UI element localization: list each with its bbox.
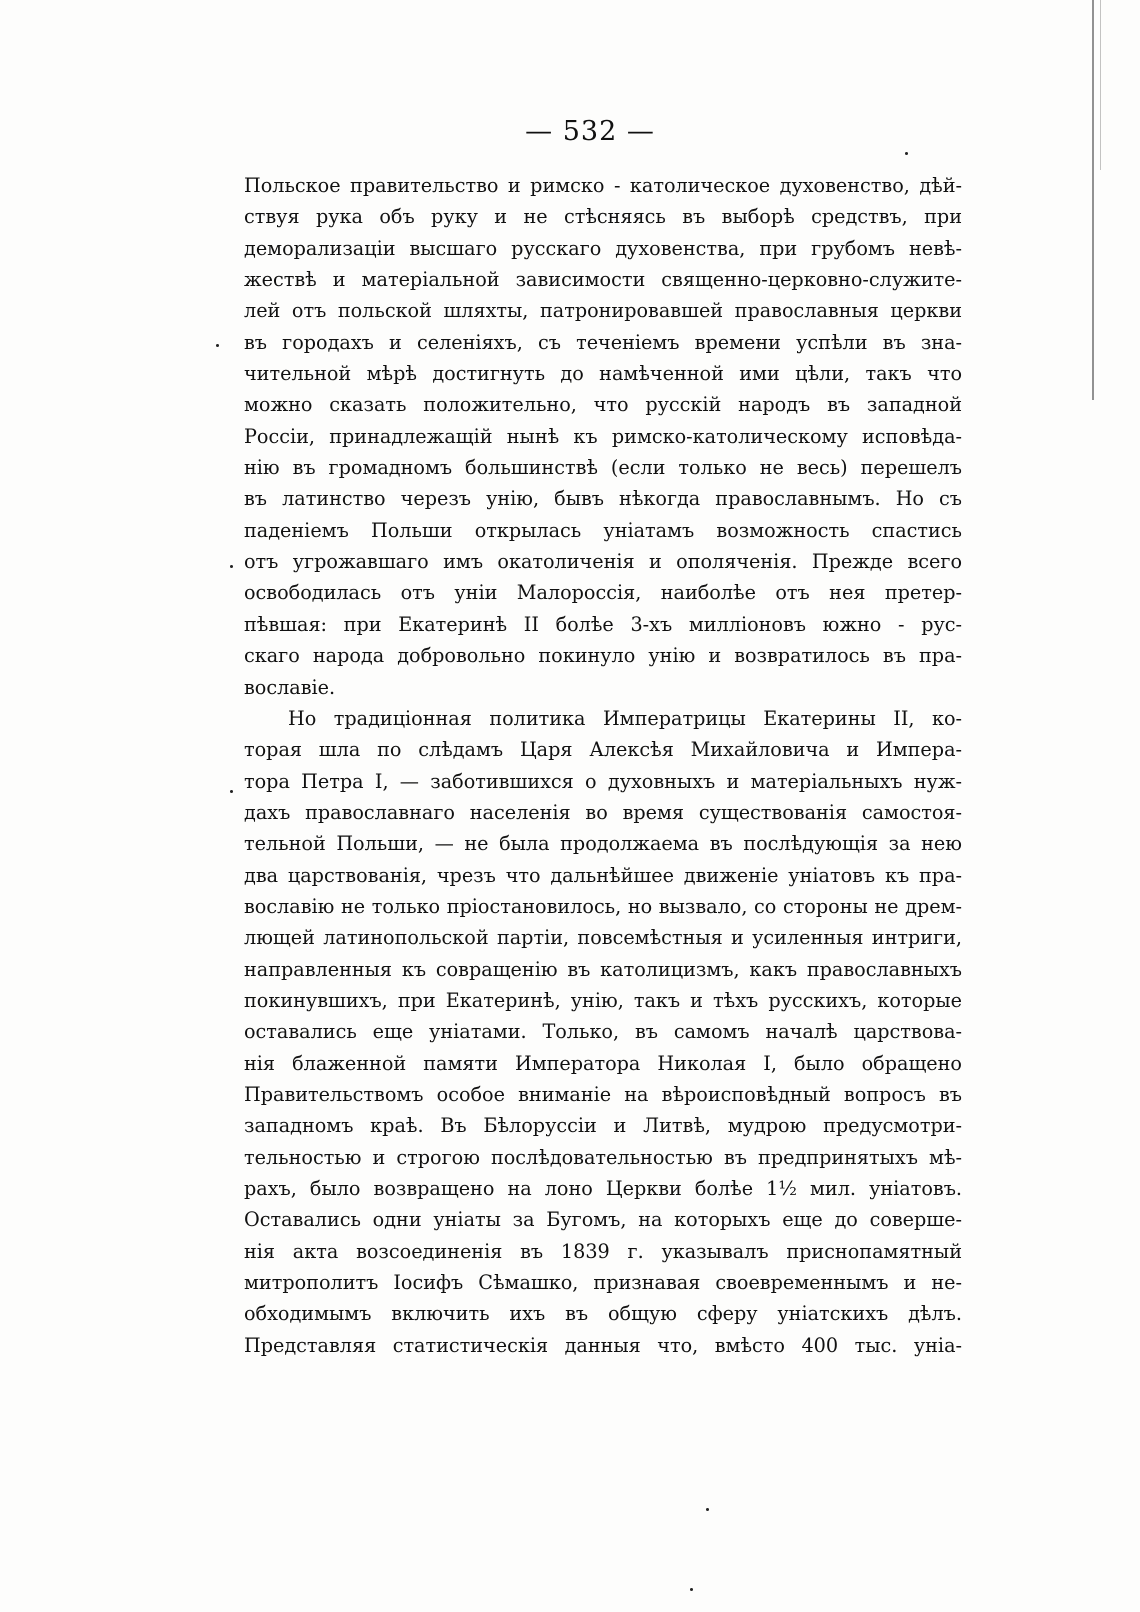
text-line: два царствованія, чрезъ что дальнѣйшее движеніе уніатовъ къ пра- [244,863,962,887]
text-line: западномъ краѣ. Въ Бѣлоруссіи и Литвѣ, мудрою предусмотри- [244,1114,962,1138]
scan-speck [230,565,233,568]
text-line: покинувшихъ, при Екатеринѣ, унію, такъ и тѣхъ русскихъ, которые [244,988,962,1012]
text-line: дахъ православнаго населенія во время существованія самостоя- [244,800,962,824]
text-line: въ латинство черезъ унію, бывъ нѣкогда православнымъ. Но съ [244,487,962,511]
text-line: Оставались одни уніаты за Бугомъ, на которыхъ еще до соверше- [244,1208,962,1232]
text-line: тора Петра I, — заботившихся о духовныхъ и матеріальныхъ нуж- [244,769,962,793]
text-line: тельностью и строгою послѣдовательностью въ предпринятыхъ мѣ- [244,1145,962,1169]
text-line: рахъ, было возвращено на лоно Церкви болѣе 1½ мил. уніатовъ. [244,1177,962,1200]
text-line: торая шла по слѣдамъ Царя Алексѣя Михайловича и Импера- [244,738,962,762]
text-line: освободилась отъ уніи Малороссія, наиболѣе отъ нея претер- [244,581,962,605]
text-line: отъ угрожавшаго имъ окатоличенія и ополяченія. Прежде всего [244,550,962,574]
text-line: жествѣ и матеріальной зависимости священно-церковно-служите- [244,268,962,292]
text-line: нія блаженной памяти Императора Николая I, было обращено [244,1051,962,1075]
text-line: Россіи, принадлежащій нынѣ къ римско-католическому исповѣда- [244,424,962,448]
text-line: митрополитъ Іосифъ Сѣмашко, признавая своевременнымъ и не- [244,1271,962,1295]
text-line: можно сказать положительно, что русскій народъ въ западной [244,393,962,417]
page-number: — 532 — [525,116,655,147]
text-line: лей отъ польской шляхты, патронировавшей православныя церкви [244,299,962,323]
text-line: паденіемъ Польши открылась уніатамъ возможность спастись [244,518,962,542]
page-edge-shadow [1092,0,1094,400]
text-line: тельной Польши, — не была продолжаема въ послѣдующія за нею [244,832,962,856]
scan-speck [690,1588,693,1591]
text-line: пѣвшая: при Екатеринѣ II болѣе 3-хъ милліоновъ южно - рус- [244,612,962,636]
text-line: лющей латинопольской партіи, повсемѣстныя и усиленныя интриги, [244,926,962,950]
scan-speck [905,152,908,155]
main-text [244,170,962,1361]
text-line: деморализаціи высшаго русскаго духовенства, при грубомъ невѣ- [244,236,962,260]
text-line: скаго народа добровольно покинуло унію и возвратилось въ пра- [244,644,962,668]
text-line: въ городахъ и селеніяхъ, съ теченіемъ времени успѣли въ зна- [244,330,962,354]
scan-speck [216,344,219,347]
text-line: ствуя рука объ руку и не стѣсняясь въ выборѣ средствъ, при [244,205,962,229]
text-line: нію въ громадномъ большинствѣ (если только не весь) перешелъ [244,456,962,480]
text-line: Польское правительство и римско - католическое духовенство, дѣй- [244,174,962,197]
text-line: Но традиціонная политика Императрицы Екатерины II, ко- [288,706,962,730]
text-line: обходимымъ включить ихъ въ общую сферу уніатскихъ дѣлъ. [244,1302,962,1326]
text-line: вославію не только пріостановилось, но вызвало, со стороны не дрем- [244,894,962,918]
text-line: чительной мѣрѣ достигнуть до намѣченной ими цѣли, такъ что [244,362,962,386]
text-line: Правительствомъ особое вниманіе на вѣроисповѣдный вопросъ въ [244,1082,962,1106]
text-line: вославіе. [244,675,336,699]
scan-speck [230,790,233,793]
scan-speck [706,1508,709,1511]
text-line: Представляя статистическія данныя что, вмѣсто 400 тыс. уніа- [244,1333,962,1357]
text-line: оставались еще уніатами. Только, въ самомъ началѣ царствова- [244,1020,962,1044]
text-line: нія акта возсоединенія въ 1839 г. указывалъ приснопамятный [244,1239,962,1263]
text-line: направленныя къ совращенію въ католицизмъ, какъ православныхъ [244,957,962,981]
